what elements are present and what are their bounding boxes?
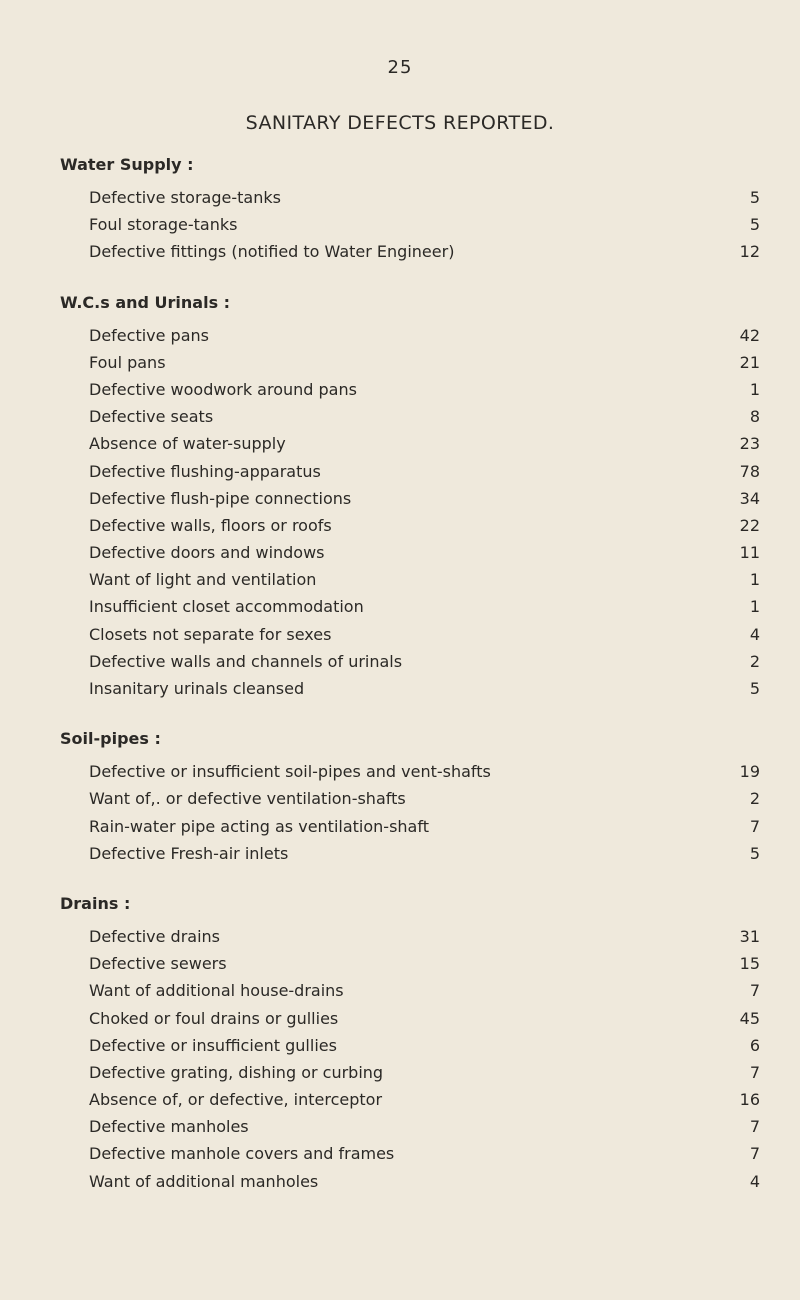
item-label: Defective flushing-apparatus <box>89 461 321 481</box>
section <box>60 724 760 867</box>
item-count: 42 <box>739 325 760 345</box>
defects-list <box>60 150 760 1217</box>
section <box>60 889 760 1195</box>
item-label: Absence of, or defective, interceptor <box>89 1090 383 1110</box>
item-count: 15 <box>739 954 760 974</box>
item-count: 31 <box>739 926 760 946</box>
list-item <box>60 1005 760 1032</box>
item-count: 1 <box>749 570 760 590</box>
item-label: Want of additional manholes <box>89 1171 319 1191</box>
item-count: 16 <box>739 1090 760 1110</box>
item-count: 11 <box>739 543 760 563</box>
list-item <box>60 621 760 648</box>
list-item <box>60 593 760 620</box>
item-label: Absence of water-supply <box>89 434 286 454</box>
section <box>60 288 760 703</box>
item-label: Defective or insufficient soil-pipes and vent-shafts <box>89 762 491 782</box>
item-count: 4 <box>749 624 760 644</box>
list-item <box>60 1086 760 1113</box>
list-item <box>60 349 760 376</box>
item-count: 5 <box>749 215 760 235</box>
list-item <box>60 1140 760 1167</box>
section-heading: Water Supply : <box>60 155 194 174</box>
item-count: 78 <box>739 461 760 481</box>
list-item <box>60 675 760 702</box>
item-count: 2 <box>749 651 760 671</box>
list-item <box>60 376 760 403</box>
item-count: 5 <box>749 188 760 207</box>
item-label: Defective flush-pipe connections <box>89 488 352 508</box>
item-count: 6 <box>749 1035 760 1055</box>
list-item <box>60 977 760 1004</box>
item-label: Defective manholes <box>89 1117 249 1137</box>
list-item <box>60 1113 760 1140</box>
item-count: 7 <box>749 981 760 1001</box>
item-label: Defective walls, floors or roofs <box>89 515 332 535</box>
item-count: 7 <box>749 1117 760 1137</box>
list-item <box>60 923 760 950</box>
item-label: Defective pans <box>89 325 209 345</box>
list-item <box>60 184 760 211</box>
item-label: Defective drains <box>89 926 221 946</box>
item-label: Defective fittings (notified to Water Engineer) <box>89 242 455 262</box>
item-count: 23 <box>739 434 760 454</box>
page-number: 25 <box>387 57 413 78</box>
page-title: SANITARY DEFECTS REPORTED. <box>245 112 555 134</box>
list-item <box>60 430 760 457</box>
list-item <box>60 813 760 840</box>
list-item <box>60 403 760 430</box>
section-heading: W.C.s and Urinals : <box>60 292 231 312</box>
item-label: Choked or foul drains or gullies <box>89 1008 339 1028</box>
item-count: 1 <box>749 379 760 399</box>
item-count: 5 <box>749 843 760 863</box>
list-item <box>60 539 760 566</box>
item-count: 19 <box>739 762 760 782</box>
item-label: Defective sewers <box>89 954 227 974</box>
item-label: Defective or insufficient gullies <box>89 1035 337 1055</box>
item-label: Defective seats <box>89 407 214 427</box>
list-item <box>60 840 760 867</box>
item-label: Foul pans <box>89 352 166 372</box>
item-label: Want of,. or defective ventilation-shafts <box>89 789 406 809</box>
item-label: Rain-water pipe acting as ventilation-shaft <box>89 816 429 836</box>
item-label: Want of additional house-drains <box>89 981 344 1001</box>
list-item <box>60 458 760 485</box>
item-count: 1 <box>749 597 760 617</box>
item-count: 7 <box>749 816 760 836</box>
list-item <box>60 485 760 512</box>
item-label: Defective doors and windows <box>89 543 325 563</box>
section <box>60 150 760 266</box>
item-count: 21 <box>739 352 760 372</box>
item-count: 8 <box>749 407 760 427</box>
item-label: Want of light and ventilation <box>89 570 317 590</box>
item-label: Defective manhole covers and frames <box>89 1144 395 1164</box>
list-item <box>60 322 760 349</box>
item-label: Insanitary urinals cleansed <box>89 679 305 698</box>
item-count: 7 <box>749 1062 760 1082</box>
item-label: Foul storage-tanks <box>89 215 238 235</box>
list-item <box>60 950 760 977</box>
item-label: Defective Fresh-air inlets <box>89 843 289 863</box>
list-item <box>60 1032 760 1059</box>
list-item <box>60 785 760 812</box>
item-label: Insufficient closet accommodation <box>89 597 364 617</box>
list-item <box>60 238 760 265</box>
item-count: 5 <box>749 679 760 698</box>
item-count: 12 <box>739 242 760 262</box>
item-count: 2 <box>749 789 760 809</box>
list-item <box>60 758 760 785</box>
item-count: 7 <box>749 1144 760 1164</box>
section-heading: Soil-pipes : <box>60 729 161 749</box>
list-item <box>60 1059 760 1086</box>
section-heading: Drains : <box>60 893 131 913</box>
item-label: Defective woodwork around pans <box>89 379 357 399</box>
list-item <box>60 566 760 593</box>
item-label: Defective walls and channels of urinals <box>89 651 403 671</box>
list-item <box>60 648 760 675</box>
list-item <box>60 1168 760 1195</box>
item-count: 4 <box>749 1171 760 1191</box>
list-item <box>60 512 760 539</box>
item-count: 22 <box>739 515 760 535</box>
item-count: 34 <box>739 488 760 508</box>
item-label: Defective grating, dishing or curbing <box>89 1062 384 1082</box>
item-label: Defective storage-tanks <box>89 188 281 207</box>
item-label: Closets not separate for sexes <box>89 624 332 644</box>
list-item <box>60 211 760 238</box>
item-count: 45 <box>739 1008 760 1028</box>
